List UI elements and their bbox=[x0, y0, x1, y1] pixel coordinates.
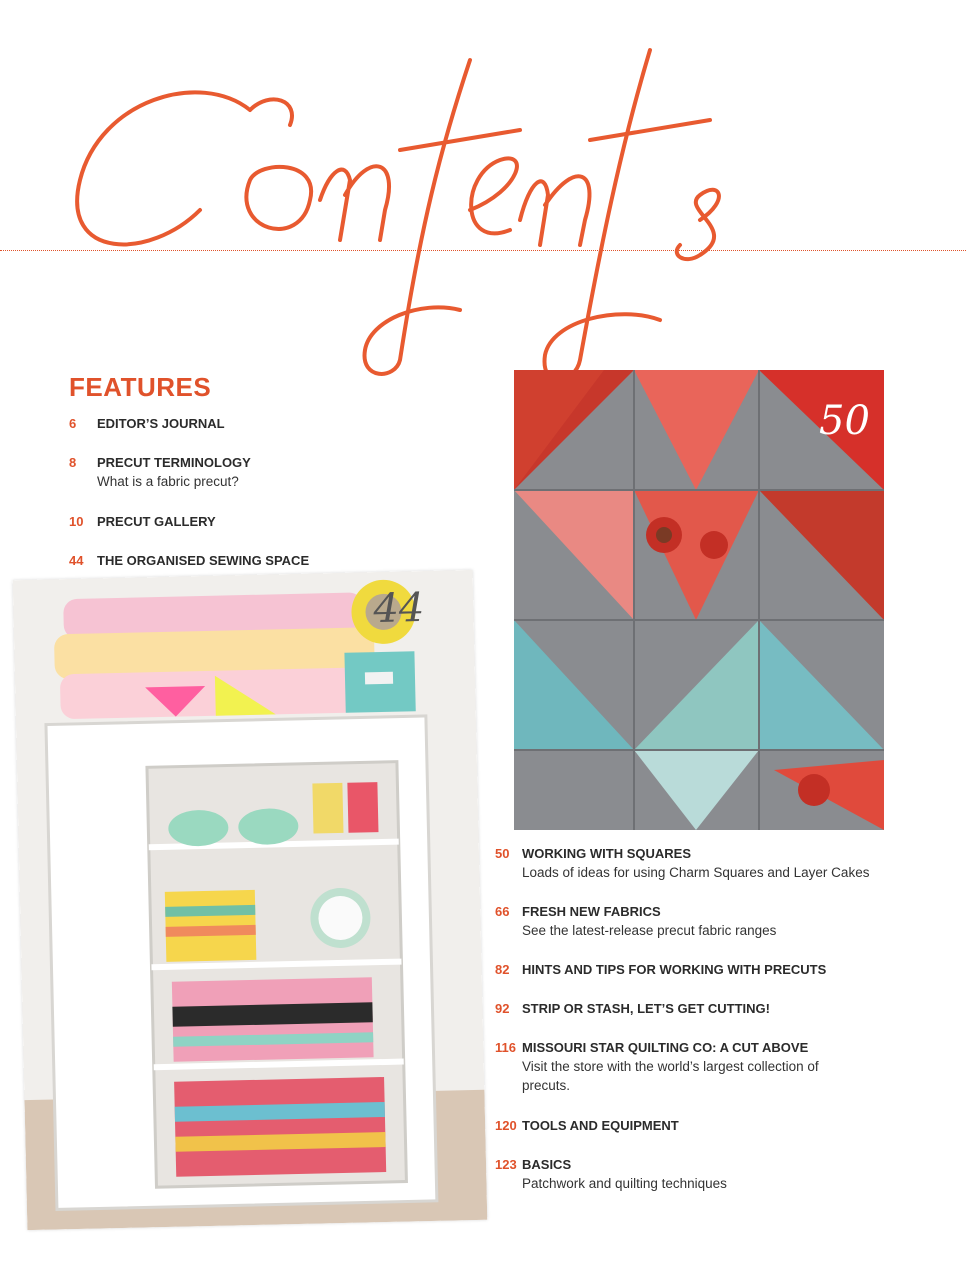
toc-entry[interactable] bbox=[495, 904, 895, 944]
toc-page-number: 50 bbox=[495, 846, 510, 861]
cabinet-photo bbox=[13, 570, 488, 1230]
toc-subtitle: precuts. bbox=[522, 1078, 571, 1093]
toc-page-number: 6 bbox=[69, 416, 77, 431]
toc-entry[interactable] bbox=[69, 514, 489, 534]
toc-subtitle: Loads of ideas for using Charm Squares and Layer Cakes bbox=[522, 865, 870, 880]
quilt-page-label: 50 bbox=[819, 398, 870, 444]
toc-page-number: 8 bbox=[69, 455, 77, 470]
toc-page-number: 123 bbox=[495, 1157, 517, 1172]
toc-page-number: 116 bbox=[495, 1040, 516, 1055]
toc-page-number: 92 bbox=[495, 1001, 510, 1016]
toc-entry[interactable] bbox=[69, 416, 489, 436]
toc-entry[interactable] bbox=[69, 455, 489, 495]
toc-entry[interactable] bbox=[495, 1118, 895, 1138]
toc-page-number: 44 bbox=[69, 553, 84, 568]
toc-page-number: 10 bbox=[69, 514, 84, 529]
toc-entry[interactable] bbox=[495, 1157, 895, 1197]
toc-title: TOOLS AND EQUIPMENT bbox=[522, 1118, 679, 1133]
toc-page-number: 82 bbox=[495, 962, 510, 977]
features-heading: FEATURES bbox=[69, 372, 212, 402]
toc-subtitle: Patchwork and quilting techniques bbox=[522, 1176, 727, 1191]
toc-title: PRECUT GALLERY bbox=[97, 514, 216, 529]
toc-title: FRESH NEW FABRICS bbox=[522, 904, 661, 919]
toc-title: EDITOR’S JOURNAL bbox=[97, 416, 225, 431]
toc-entry[interactable] bbox=[495, 846, 895, 886]
toc-page-number: 66 bbox=[495, 904, 510, 919]
toc-entry[interactable] bbox=[495, 1040, 895, 1100]
toc-subtitle: See the latest-release precut fabric ranges bbox=[522, 923, 777, 938]
toc-title: THE ORGANISED SEWING SPACE bbox=[97, 553, 310, 568]
toc-entry[interactable] bbox=[495, 962, 895, 982]
page-title bbox=[0, 30, 966, 390]
toc-title: WORKING WITH SQUARES bbox=[522, 846, 691, 861]
toc-page-number: 120 bbox=[495, 1118, 517, 1133]
quilt-photo bbox=[514, 370, 884, 830]
cabinet-page-label: 44 bbox=[372, 584, 425, 633]
toc-title: STRIP OR STASH, LET’S GET CUTTING! bbox=[522, 1001, 770, 1016]
toc-subtitle: Visit the store with the world’s largest collection of bbox=[522, 1059, 819, 1074]
cabinet-illustration bbox=[13, 570, 488, 1230]
contents-script-title bbox=[0, 30, 966, 390]
toc-subtitle: What is a fabric precut? bbox=[97, 474, 239, 489]
toc-title: MISSOURI STAR QUILTING CO: A CUT ABOVE bbox=[522, 1040, 809, 1055]
toc-title: PRECUT TERMINOLOGY bbox=[97, 455, 251, 470]
toc-title: BASICS bbox=[522, 1157, 572, 1172]
toc-title: HINTS AND TIPS FOR WORKING WITH PRECUTS bbox=[522, 962, 827, 977]
toc-entry[interactable] bbox=[495, 1001, 895, 1021]
